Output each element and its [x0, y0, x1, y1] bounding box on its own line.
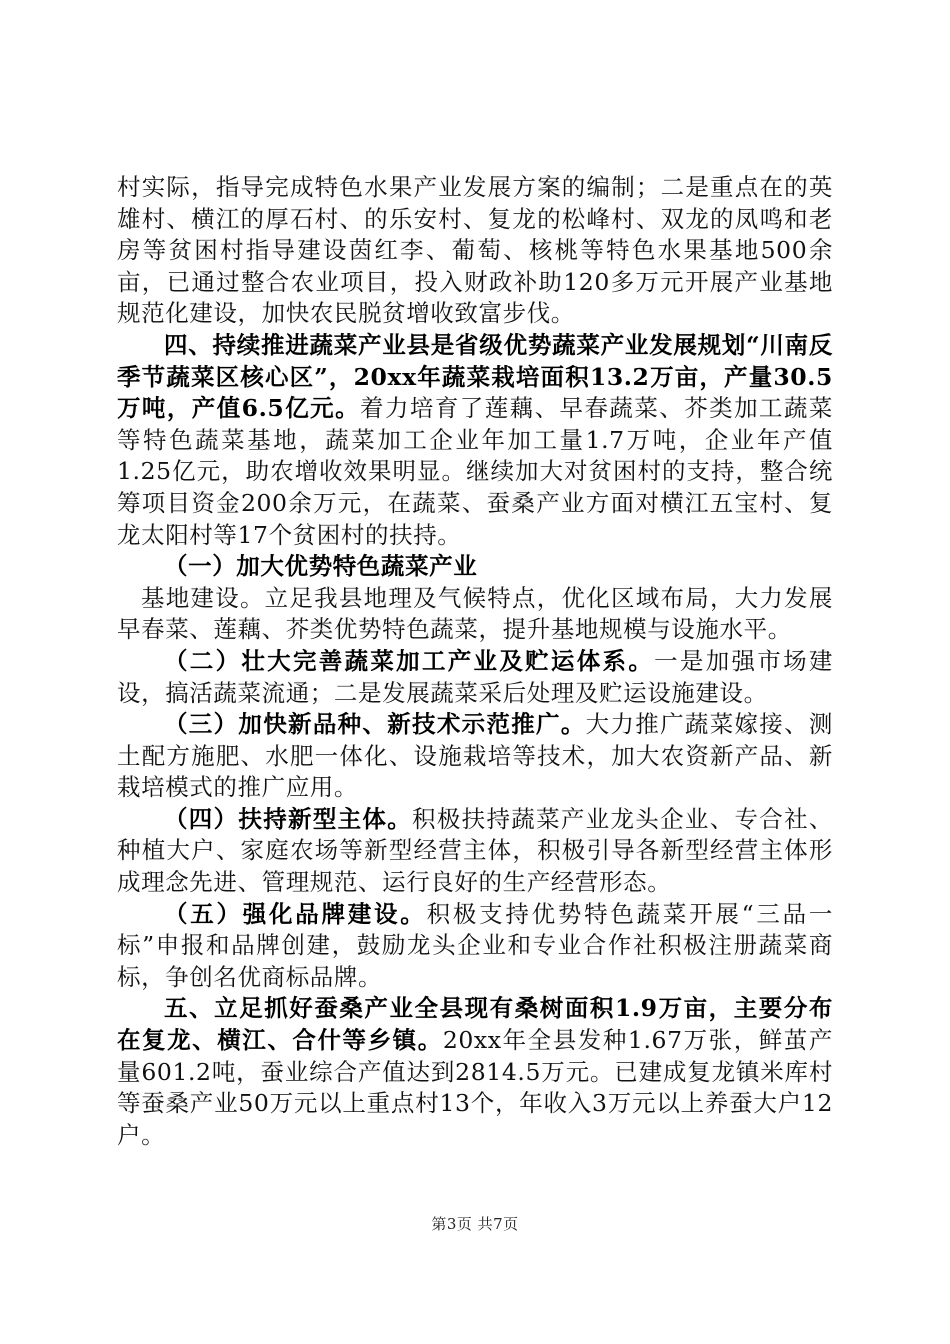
page-number-footer: 第3页 共7页: [431, 1215, 519, 1233]
subsection-2: [117, 646, 833, 709]
subsection-5-body: 积极支持优势特色蔬菜开展“三品一标”申报和品牌创建，鼓励龙头企业和专业合作社积极注册蔬菜商标，争创名优商标品牌。: [117, 899, 834, 991]
subsection-4-heading: （四）扶持新型主体。: [164, 804, 413, 833]
subsection-4: [117, 804, 833, 899]
section-5-heading: 五、立足抓好蚕桑产业全县现有桑树面积1.9万亩，主要分布在复龙、横江、合什等乡镇。: [117, 994, 833, 1055]
subsection-2-heading: （二）壮大完善蔬菜加工产业及贮运体系。: [164, 646, 655, 675]
subsection-1-heading: （一）加大优势特色蔬菜产业: [164, 552, 478, 581]
section-4-vegetable-industry: [117, 330, 833, 551]
section-4-body: 着力培育了莲藕、早春蔬菜、芥类加工蔬菜等特色蔬菜基地，蔬菜加工企业年加工量1.7万吨，企业年产值1.25亿元，助农增收效果明显。继续加大对贫困村的支持，整合统筹项目资金200余万元，在蔬菜、蚕桑产业方面对横江五宝村、复龙太阳村等17个贫困村的扶持。: [117, 394, 834, 549]
subsection-5: [117, 899, 833, 994]
section-5-body: 20xx年全县发种1.67万张，鲜茧产量601.2吨，蚕业综合产值达到2814.5万元。已建成复龙镇米库村等蚕桑产业50万元以上重点村13个，年收入3万元以上养蚕大户12户。: [117, 1026, 833, 1149]
subsection-3: [117, 709, 833, 804]
subsection-1-body-para: [117, 583, 833, 646]
section-5-sericulture: [117, 993, 833, 1151]
subsection-4-body: 积极扶持蔬菜产业龙头企业、专合社、种植大户、家庭农场等新型经营主体，积极引导各新型经营主体形成理念先进、管理规范、运行良好的生产经营形态。: [117, 804, 834, 897]
subsection-3-heading: （三）加快新品种、新技术示范推广。: [164, 710, 586, 739]
subsection-1-heading-para: [117, 551, 833, 583]
subsection-3-body: 大力推广蔬菜嫁接、测土配方施肥、水肥一体化、设施栽培等技术，加大农资新产品、新栽培模式的推广应用。: [117, 710, 834, 802]
section-4-heading: 四、持续推进蔬菜产业县是省级优势蔬菜产业发展规划“川南反季节蔬菜区核心区”，20xx年蔬菜栽培面积13.2万亩，产量30.5万吨，产值6.5亿元。: [117, 330, 833, 423]
subsection-1-body: 基地建设。立足我县地理及气候特点，优化区域布局，大力发展早春菜、莲藕、芥类优势特色蔬菜，提升基地规模与设施水平。: [117, 583, 833, 644]
paragraph-fruit-industry: [117, 172, 833, 330]
subsection-2-body: 一是加强市场建设，搞活蔬菜流通；二是发展蔬菜采后处理及贮运设施建设。: [117, 646, 833, 707]
subsection-5-heading: （五）强化品牌建设。: [164, 899, 427, 928]
paragraph-text: 村实际，指导完成特色水果产业发展方案的编制；二是重点在的英雄村、横江的厚石村、的乐安村、复龙的松峰村、双龙的凤鸣和老房等贫困村指导建设茵红李、葡萄、核桃等特色水果基地500余亩，已通过整合农业项目，投入财政补助120多万元开展产业基地规范化建设，加快农民脱贫增收致富步伐。: [117, 173, 833, 328]
document-body: [117, 172, 833, 1151]
